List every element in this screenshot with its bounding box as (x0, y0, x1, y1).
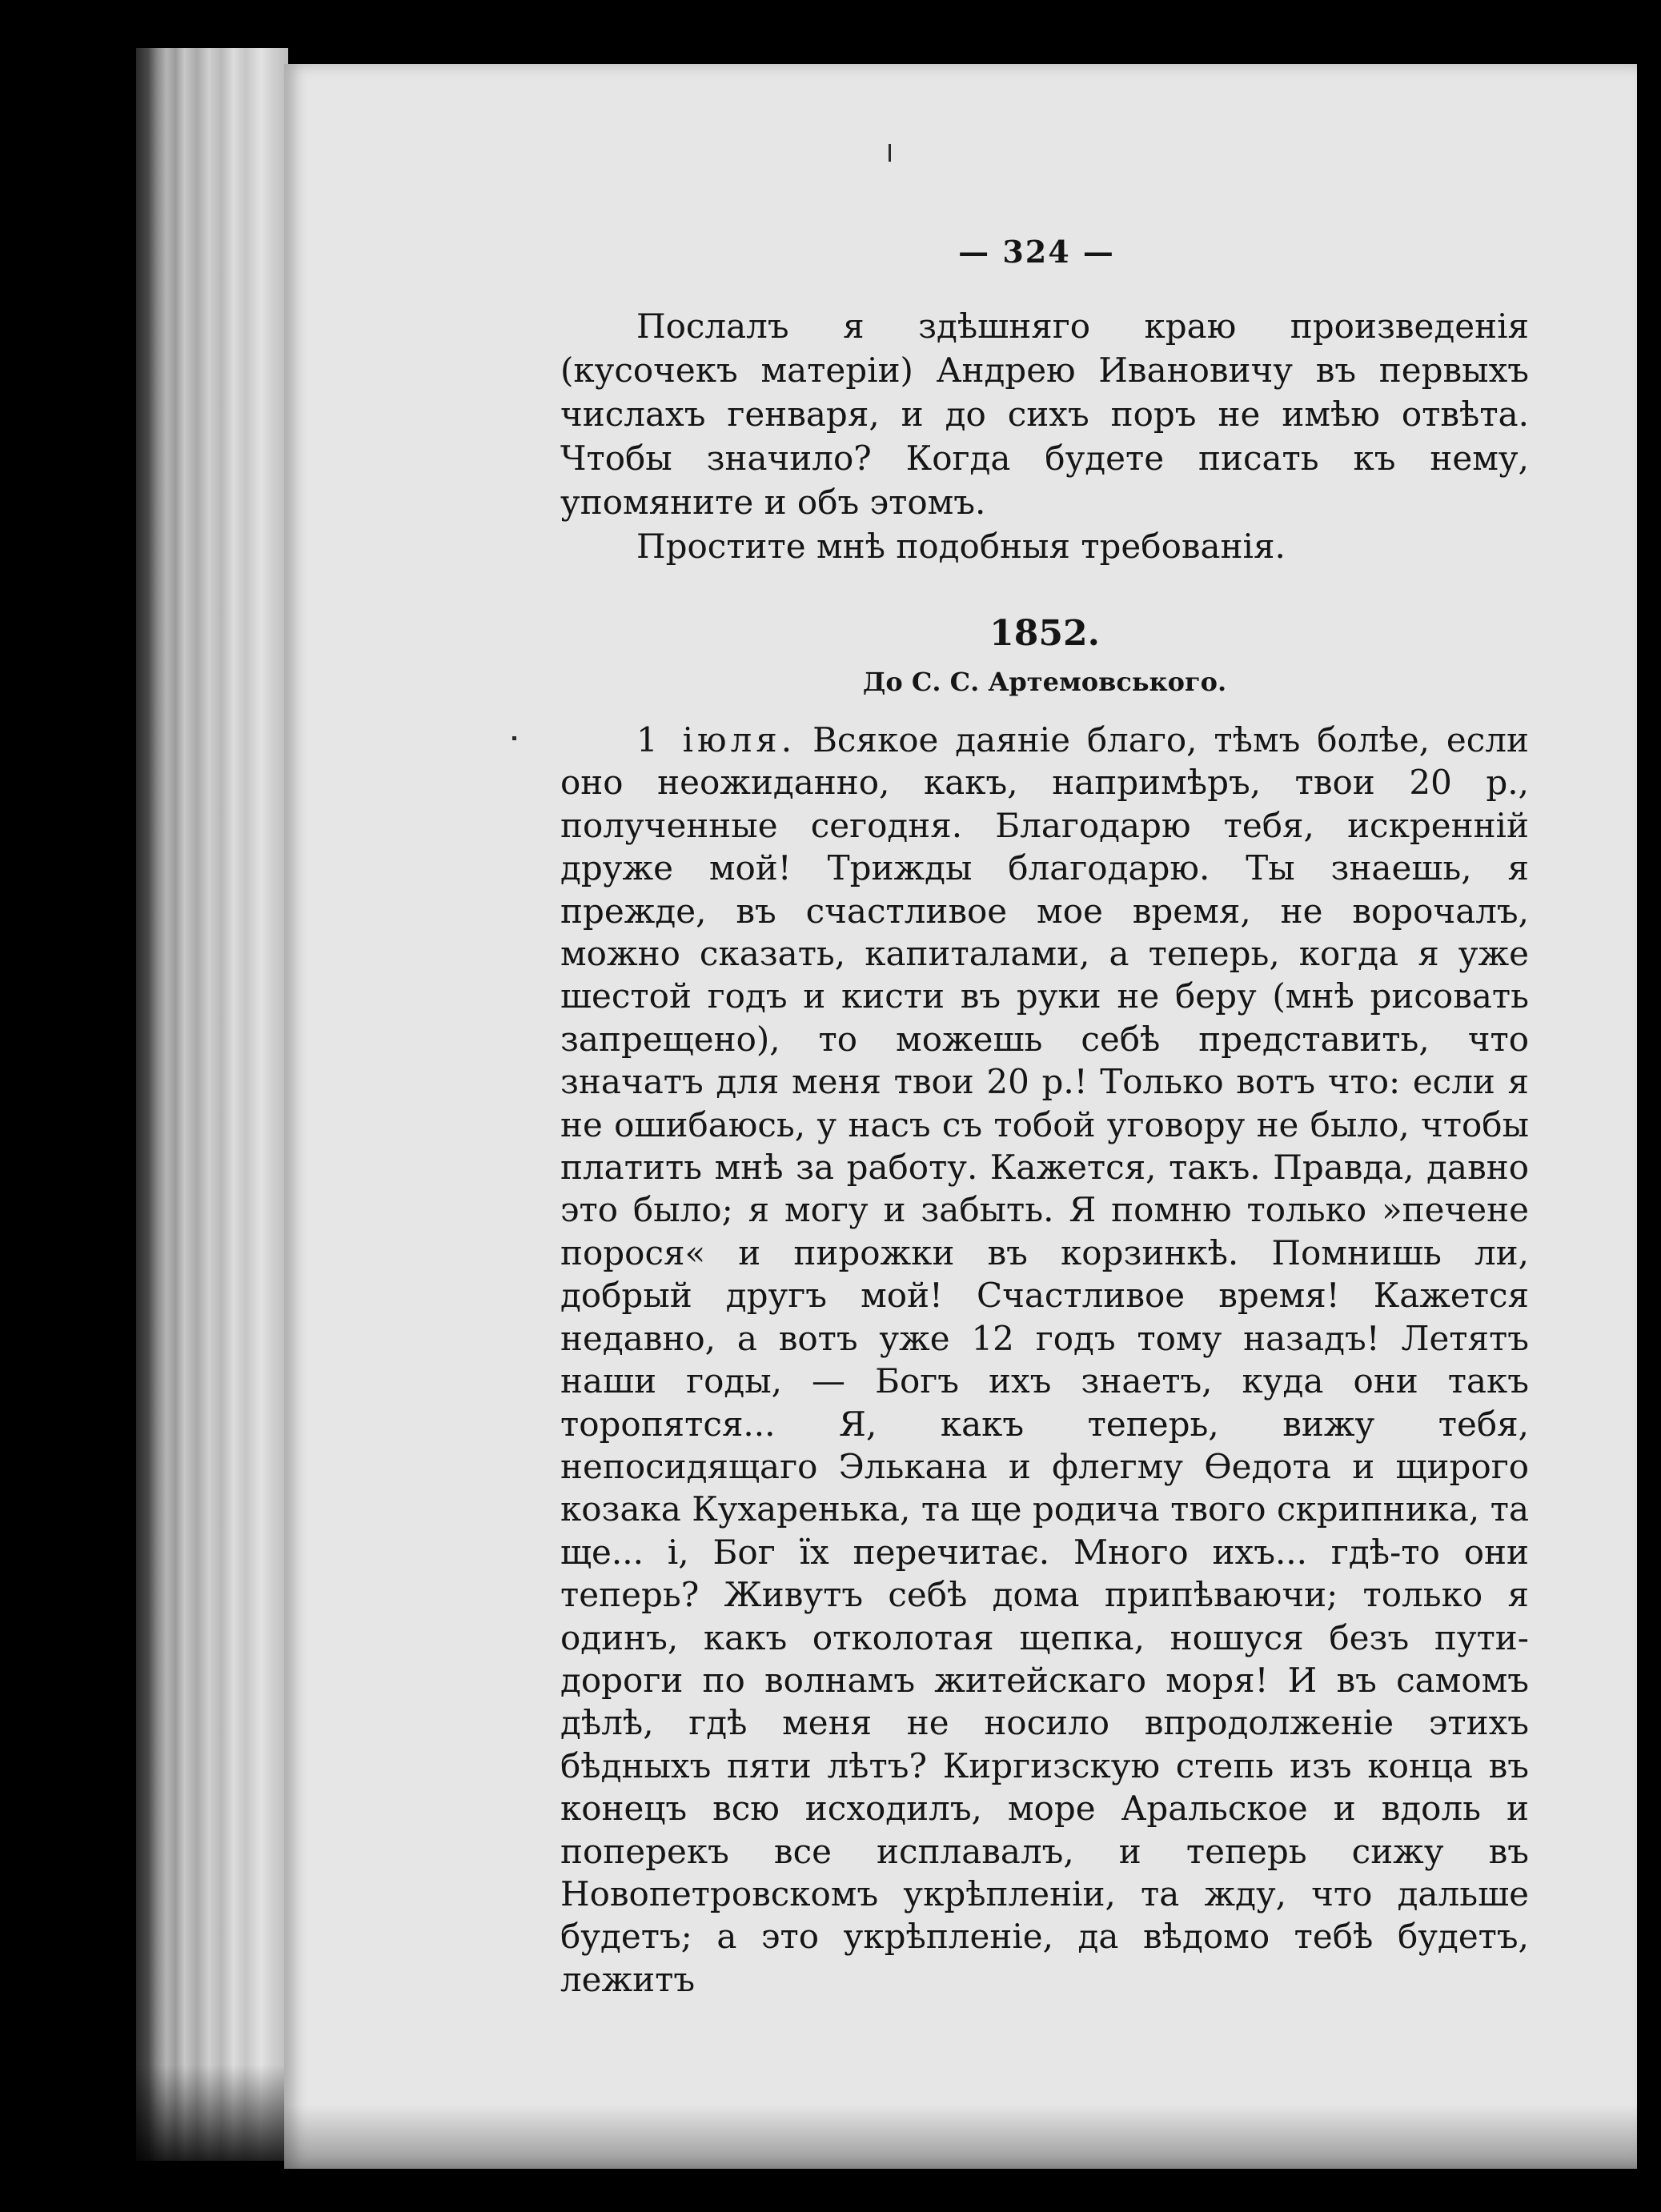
letter-date: 1 іюля. (636, 720, 796, 759)
stray-mark (889, 144, 891, 162)
paragraph: Простите мнѣ подобныя требованія. (636, 527, 1286, 566)
page-edge-shadow (96, 2065, 304, 2161)
page-bottom-shadow (284, 2105, 1637, 2169)
section-year-heading: 1852. (989, 613, 1100, 654)
page-number: — 324 — (958, 234, 1115, 270)
paragraph: Послалъ я здѣшняго краю произведенія (кусочекъ матеріи) Андрею Ивановичу въ первыхъ числахъ генваря, и до сихъ поръ не имѣю отвѣта. Чтобы значило? Когда будете писать къ нему, упомяните и объ этомъ. (560, 307, 1529, 522)
letter-text: Всякое даяніе благо, тѣмъ болѣе, если оно неожиданно, какъ, напримѣръ, твои 20 р., полученные сегодня. Благодарю тебя, искренній друже мой! Трижды благодарю. Ты знаешь, я прежде, въ счастливое мое время, не ворочалъ, можно сказать, капиталами, а теперь, когда я уже шестой годъ и кисти въ руки не беру (мнѣ рисовать запрещено), то можешь себѣ представить, что значатъ для меня твои 20 р.! Только вотъ что: если я не ошибаюсь, у насъ съ тобой уговору не было, чтобы платить мнѣ за работу. Кажется, такъ. Правда, давно это было; я могу и забыть. Я помню только »печене порося« и пирожки въ корзинкѣ. Помнишь ли, добрый другъ мой! Счастливое время! Кажется недавно, а вотъ уже 12 годъ тому назадъ! Летятъ наши годы, — Богъ ихъ знаетъ, куда они такъ торопятся... Я, какъ теперь, вижу тебя, непосидящаго Элькана и флегму Ѳедота и щирого козака Кухаренька, та ще родича твого скрипника, та ще... і, Бог їх перечитає. Много ихъ... гдѣ-то они теперь? Живутъ себѣ дома припѣваючи; только я одинъ, какъ отколотая щепка, ношуся безъ пути-дороги по волнамъ житейскаго моря! И въ самомъ дѣлѣ, гдѣ меня не носило впродолженіе этихъ бѣдныхъ пяти лѣтъ? Киргизскую степь изъ конца въ конецъ всю исходилъ, море Аральское и вдоль и поперекъ все исплавалъ, и теперь сижу въ Новопетровскомъ укрѣпленіи, та жду, что дальше будетъ; а это укрѣпленіе, да вѣдомо тебѣ будетъ, лежитъ (560, 720, 1529, 1999)
letter-body (560, 719, 1529, 2001)
book-page-edges (136, 48, 288, 2161)
stray-mark (512, 736, 516, 740)
text-block (560, 232, 1529, 2001)
letter-addressee: До С. С. Артемовського. (862, 667, 1227, 697)
